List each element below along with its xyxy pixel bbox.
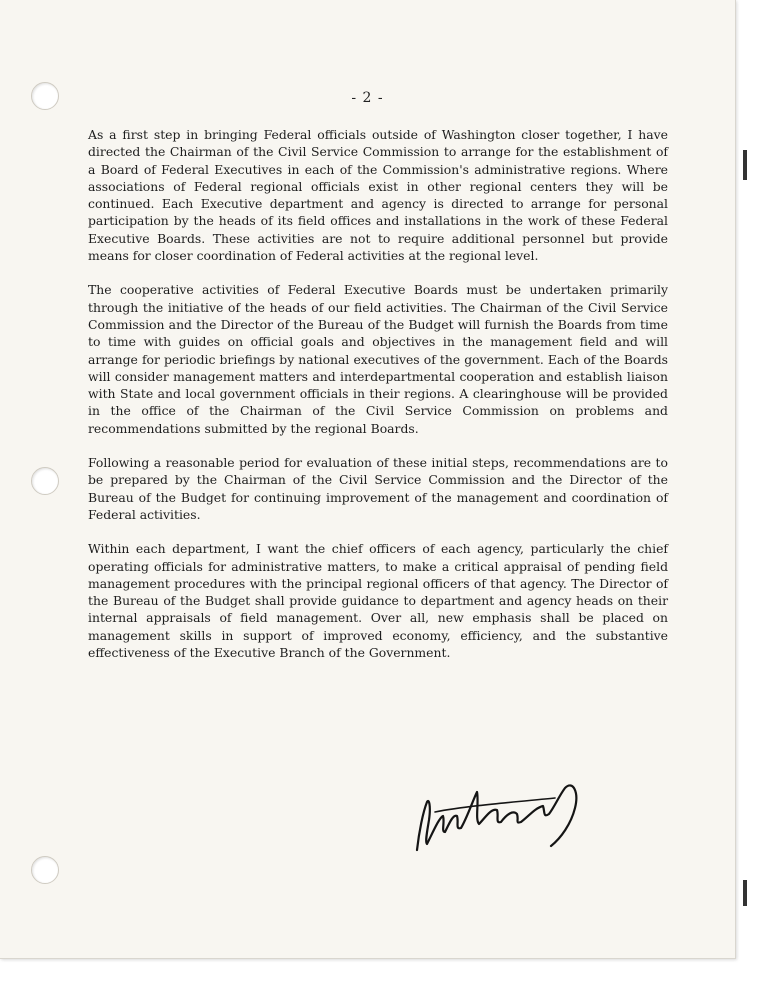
paragraph-3: Following a reasonable period for evaluation of these initial steps, recommendations are to be prepared by the Chairman of the Civil Service Commission and the Director of the Bureau of the Budget for continuing improvement of the management and coordination of Federal activities. — [88, 455, 668, 522]
paragraph-4: Within each department, I want the chief officers of each agency, particularly the chief operating officials for administrative matters, to make a critical appraisal of pending field management procedures with the principal regional officers of that agency. The Director of the Bureau of the Budget shall provide guidance to department and agency heads on their internal appraisals of field management. Over all, new emphasis shall be placed on management skills in support of improved economy, efficiency, and the substantive effectiveness of the Executive Branch of the Government. — [88, 541, 668, 661]
punch-hole-middle — [31, 467, 59, 495]
handwritten-signature — [405, 762, 595, 862]
paragraph-2: The cooperative activities of Federal Executive Boards must be undertaken primarily through the initiative of the heads of our field activities. The Chairman of the Civil Service Commission and the Director of the Bureau of the Budget will furnish the Boards from time to time with guides on official goals and objectives in the management field and will arrange for periodic briefings by national executives of the government. Each of the Boards will consider management matters and interdepartmental cooperation and establish liaison with State and local government officials in their regions. A clearinghouse will be provided in the office of the Chairman of the Civil Service Commission on problems and recommendations submitted by the regional Boards. — [88, 282, 668, 436]
paragraph-1: As a first step in bringing Federal officials outside of Washington closer together, I have directed the Chairman of the Civil Service Commission to arrange for the establishment of a Board of Federal Executives in each of the Commission's administrative regions. Where associations of Federal regional officials exist in other regional centers they will be continued. Each Executive department and agency is directed to arrange for personal participation by the heads of its field offices and installations in the work of these Federal Executive Boards. These activities are not to require additional personnel but provide means for closer coordination of Federal activities at the regional level. — [88, 127, 668, 264]
punch-hole-bottom — [31, 856, 59, 884]
scan-edge-mark — [743, 150, 747, 180]
page-number: - 2 - — [351, 90, 384, 106]
scan-edge-mark — [743, 880, 747, 906]
letter-body — [88, 126, 668, 678]
